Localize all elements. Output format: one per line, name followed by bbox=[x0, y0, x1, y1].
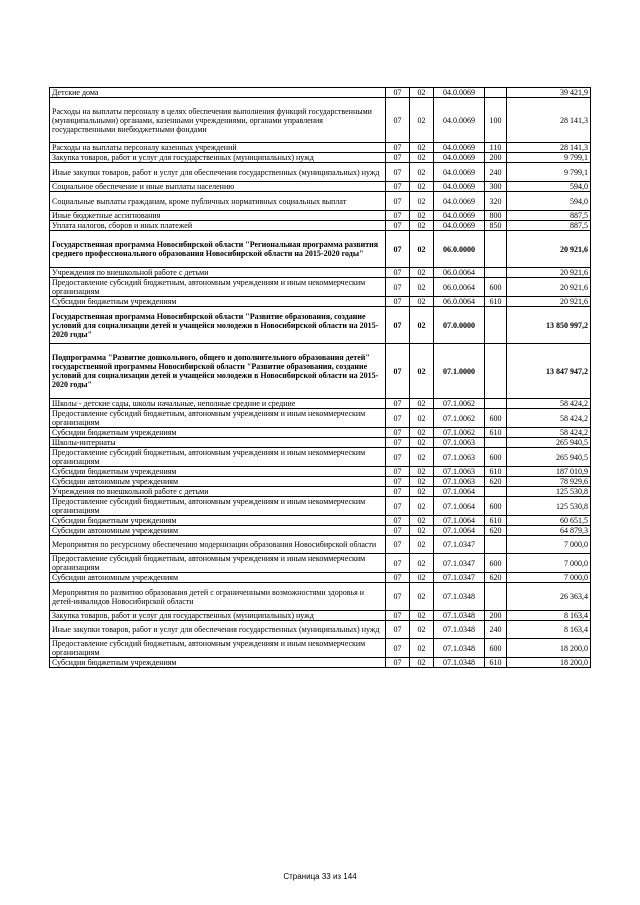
cell-expense-type bbox=[485, 487, 507, 497]
cell-target-article: 04.0.0069 bbox=[434, 88, 485, 98]
cell-amount: 125 530,8 bbox=[507, 487, 591, 497]
cell-section: 07 bbox=[386, 611, 410, 621]
table-row bbox=[50, 621, 591, 639]
cell-subsection: 02 bbox=[410, 221, 434, 231]
cell-target-article: 06.0.0064 bbox=[434, 268, 485, 278]
cell-name: Уплата налогов, сборов и иных платежей bbox=[50, 221, 386, 231]
table-row bbox=[50, 344, 591, 399]
cell-subsection: 02 bbox=[410, 448, 434, 467]
cell-section: 07 bbox=[386, 487, 410, 497]
cell-name: Предоставление субсидий бюджетным, автономным учреждениям и иным некоммерческим организациям bbox=[50, 497, 386, 516]
cell-amount: 13 847 947,2 bbox=[507, 344, 591, 399]
cell-amount: 9 799,1 bbox=[507, 163, 591, 182]
cell-target-article: 06.0.0064 bbox=[434, 278, 485, 297]
cell-section: 07 bbox=[386, 409, 410, 428]
cell-section: 07 bbox=[386, 536, 410, 554]
cell-expense-type: 610 bbox=[485, 297, 507, 307]
cell-target-article: 07.1.0064 bbox=[434, 497, 485, 516]
cell-subsection: 02 bbox=[410, 487, 434, 497]
cell-section: 07 bbox=[386, 583, 410, 611]
cell-subsection: 02 bbox=[410, 516, 434, 526]
cell-target-article: 04.0.0069 bbox=[434, 163, 485, 182]
cell-expense-type: 800 bbox=[485, 211, 507, 221]
cell-section: 07 bbox=[386, 448, 410, 467]
cell-subsection: 02 bbox=[410, 611, 434, 621]
cell-name: Субсидии бюджетным учреждениям bbox=[50, 428, 386, 438]
cell-expense-type bbox=[485, 583, 507, 611]
table-row bbox=[50, 487, 591, 497]
cell-expense-type: 600 bbox=[485, 409, 507, 428]
cell-amount: 78 929,6 bbox=[507, 477, 591, 487]
cell-target-article: 07.1.0064 bbox=[434, 516, 485, 526]
cell-expense-type: 200 bbox=[485, 611, 507, 621]
cell-name: Закупка товаров, работ и услуг для государственных (муниципальных) нужд bbox=[50, 611, 386, 621]
cell-subsection: 02 bbox=[410, 477, 434, 487]
table-row bbox=[50, 409, 591, 428]
cell-expense-type: 610 bbox=[485, 658, 507, 668]
cell-section: 07 bbox=[386, 344, 410, 399]
cell-expense-type: 610 bbox=[485, 467, 507, 477]
cell-subsection: 02 bbox=[410, 583, 434, 611]
cell-subsection: 02 bbox=[410, 497, 434, 516]
cell-section: 07 bbox=[386, 428, 410, 438]
cell-subsection: 02 bbox=[410, 268, 434, 278]
table-row bbox=[50, 297, 591, 307]
cell-name: Детские дома bbox=[50, 88, 386, 98]
cell-name: Мероприятия по развитию образования детей с ограниченными возможностями здоровья и детей-инвалидов Новосибирской области bbox=[50, 583, 386, 611]
cell-amount: 594,0 bbox=[507, 192, 591, 211]
cell-target-article: 07.1.0348 bbox=[434, 639, 485, 658]
cell-name: Подпрограмма "Развитие дошкольного, общего и дополнительного образования детей" государственной программы Новосибирской области "Развитие образования, создание условий для социализации детей и учащейся молодежи в Новосибирской области на 2015-2020 годы" bbox=[50, 344, 386, 399]
cell-subsection: 02 bbox=[410, 428, 434, 438]
cell-amount: 594,0 bbox=[507, 182, 591, 192]
cell-name: Школы-интернаты bbox=[50, 438, 386, 448]
cell-name: Иные закупки товаров, работ и услуг для обеспечения государственных (муниципальных) нужд bbox=[50, 163, 386, 182]
cell-amount: 58 424,2 bbox=[507, 409, 591, 428]
cell-subsection: 02 bbox=[410, 98, 434, 143]
cell-section: 07 bbox=[386, 639, 410, 658]
cell-target-article: 04.0.0069 bbox=[434, 98, 485, 143]
cell-target-article: 04.0.0069 bbox=[434, 143, 485, 153]
cell-subsection: 02 bbox=[410, 211, 434, 221]
cell-target-article: 07.1.0062 bbox=[434, 409, 485, 428]
cell-name: Учреждения по внешкольной работе с детьми bbox=[50, 487, 386, 497]
cell-target-article: 04.0.0069 bbox=[434, 153, 485, 163]
cell-amount: 18 200,0 bbox=[507, 658, 591, 668]
cell-target-article: 07.1.0000 bbox=[434, 344, 485, 399]
budget-table bbox=[49, 87, 591, 668]
cell-expense-type: 600 bbox=[485, 497, 507, 516]
cell-name: Государственная программа Новосибирской области "Развитие образования, создание условий для социализации детей и учащейся молодежи в Новосибирской области на 2015-2020 годы" bbox=[50, 307, 386, 344]
cell-name: Предоставление субсидий бюджетным, автономным учреждениям и иным некоммерческим организациям bbox=[50, 639, 386, 658]
table-row bbox=[50, 611, 591, 621]
page-footer bbox=[0, 872, 640, 881]
cell-name: Мероприятия по ресурсному обеспечению модернизации образования Новосибирской области bbox=[50, 536, 386, 554]
cell-expense-type bbox=[485, 536, 507, 554]
cell-expense-type: 600 bbox=[485, 278, 507, 297]
table-row bbox=[50, 536, 591, 554]
cell-expense-type: 200 bbox=[485, 153, 507, 163]
cell-section: 07 bbox=[386, 399, 410, 409]
cell-expense-type bbox=[485, 88, 507, 98]
cell-amount: 28 141,3 bbox=[507, 98, 591, 143]
cell-amount: 265 940,5 bbox=[507, 448, 591, 467]
cell-name: Расходы на выплаты персоналу в целях обеспечения выполнения функций государственными (муниципальными) органами, казенными учреждениями, органами управления государственными внебюджетными фондами bbox=[50, 98, 386, 143]
cell-target-article: 07.1.0064 bbox=[434, 487, 485, 497]
cell-section: 07 bbox=[386, 98, 410, 143]
cell-target-article: 07.1.0347 bbox=[434, 573, 485, 583]
cell-amount: 39 421,9 bbox=[507, 88, 591, 98]
cell-target-article: 06.0.0000 bbox=[434, 231, 485, 268]
cell-amount: 125 530,8 bbox=[507, 497, 591, 516]
cell-subsection: 02 bbox=[410, 467, 434, 477]
table-row bbox=[50, 163, 591, 182]
cell-subsection: 02 bbox=[410, 344, 434, 399]
cell-section: 07 bbox=[386, 88, 410, 98]
cell-amount: 265 940,5 bbox=[507, 438, 591, 448]
cell-expense-type: 600 bbox=[485, 639, 507, 658]
table-row bbox=[50, 554, 591, 573]
table-row bbox=[50, 526, 591, 536]
cell-name: Социальные выплаты гражданам, кроме публичных нормативных социальных выплат bbox=[50, 192, 386, 211]
cell-amount: 7 000,0 bbox=[507, 536, 591, 554]
cell-amount: 8 163,4 bbox=[507, 621, 591, 639]
table-row bbox=[50, 477, 591, 487]
cell-amount: 7 000,0 bbox=[507, 554, 591, 573]
cell-section: 07 bbox=[386, 621, 410, 639]
cell-section: 07 bbox=[386, 268, 410, 278]
cell-target-article: 04.0.0069 bbox=[434, 192, 485, 211]
cell-amount: 887,5 bbox=[507, 221, 591, 231]
cell-name: Субсидии бюджетным учреждениям bbox=[50, 658, 386, 668]
table-row bbox=[50, 153, 591, 163]
cell-name: Предоставление субсидий бюджетным, автономным учреждениям и иным некоммерческим организациям bbox=[50, 278, 386, 297]
cell-name: Предоставление субсидий бюджетным, автономным учреждениям и иным некоммерческим организациям bbox=[50, 554, 386, 573]
table-row bbox=[50, 278, 591, 297]
cell-section: 07 bbox=[386, 182, 410, 192]
cell-target-article: 07.1.0347 bbox=[434, 536, 485, 554]
cell-amount: 187 010,9 bbox=[507, 467, 591, 477]
cell-name: Субсидии бюджетным учреждениям bbox=[50, 467, 386, 477]
cell-name: Социальное обеспечение и иные выплаты населению bbox=[50, 182, 386, 192]
table-row bbox=[50, 182, 591, 192]
table-row bbox=[50, 221, 591, 231]
cell-section: 07 bbox=[386, 143, 410, 153]
budget-table-body bbox=[50, 88, 591, 668]
cell-section: 07 bbox=[386, 221, 410, 231]
cell-section: 07 bbox=[386, 211, 410, 221]
cell-section: 07 bbox=[386, 307, 410, 344]
cell-subsection: 02 bbox=[410, 399, 434, 409]
cell-amount: 60 651,5 bbox=[507, 516, 591, 526]
table-row bbox=[50, 399, 591, 409]
cell-subsection: 02 bbox=[410, 153, 434, 163]
table-row bbox=[50, 192, 591, 211]
page-number: Страница 33 из 144 bbox=[283, 872, 357, 881]
table-row bbox=[50, 448, 591, 467]
cell-target-article: 06.0.0064 bbox=[434, 297, 485, 307]
table-row bbox=[50, 438, 591, 448]
cell-expense-type: 850 bbox=[485, 221, 507, 231]
cell-amount: 58 424,2 bbox=[507, 428, 591, 438]
cell-amount: 887,5 bbox=[507, 211, 591, 221]
table-row bbox=[50, 516, 591, 526]
cell-target-article: 04.0.0069 bbox=[434, 211, 485, 221]
cell-name: Субсидии автономным учреждениям bbox=[50, 573, 386, 583]
cell-section: 07 bbox=[386, 516, 410, 526]
cell-subsection: 02 bbox=[410, 526, 434, 536]
cell-expense-type bbox=[485, 438, 507, 448]
cell-target-article: 07.1.0062 bbox=[434, 428, 485, 438]
cell-name: Школы - детские сады, школы начальные, неполные средние и средние bbox=[50, 399, 386, 409]
cell-subsection: 02 bbox=[410, 621, 434, 639]
cell-name: Учреждения по внешкольной работе с детьми bbox=[50, 268, 386, 278]
cell-expense-type bbox=[485, 307, 507, 344]
cell-expense-type: 620 bbox=[485, 526, 507, 536]
cell-target-article: 07.1.0348 bbox=[434, 658, 485, 668]
cell-expense-type bbox=[485, 344, 507, 399]
cell-amount: 20 921,6 bbox=[507, 268, 591, 278]
cell-target-article: 07.1.0348 bbox=[434, 583, 485, 611]
cell-amount: 20 921,6 bbox=[507, 231, 591, 268]
cell-subsection: 02 bbox=[410, 536, 434, 554]
cell-expense-type: 110 bbox=[485, 143, 507, 153]
cell-section: 07 bbox=[386, 153, 410, 163]
table-row bbox=[50, 497, 591, 516]
cell-section: 07 bbox=[386, 658, 410, 668]
table-row bbox=[50, 658, 591, 668]
cell-section: 07 bbox=[386, 554, 410, 573]
cell-expense-type: 620 bbox=[485, 573, 507, 583]
cell-target-article: 07.1.0063 bbox=[434, 448, 485, 467]
cell-amount: 58 424,2 bbox=[507, 399, 591, 409]
cell-section: 07 bbox=[386, 163, 410, 182]
cell-expense-type: 600 bbox=[485, 554, 507, 573]
cell-amount: 13 850 997,2 bbox=[507, 307, 591, 344]
cell-subsection: 02 bbox=[410, 182, 434, 192]
cell-subsection: 02 bbox=[410, 409, 434, 428]
cell-subsection: 02 bbox=[410, 573, 434, 583]
cell-name: Субсидии автономным учреждениям bbox=[50, 526, 386, 536]
cell-target-article: 04.0.0069 bbox=[434, 221, 485, 231]
cell-name: Иные бюджетные ассигнования bbox=[50, 211, 386, 221]
cell-expense-type: 300 bbox=[485, 182, 507, 192]
cell-target-article: 07.1.0062 bbox=[434, 399, 485, 409]
cell-name: Закупка товаров, работ и услуг для государственных (муниципальных) нужд bbox=[50, 153, 386, 163]
cell-section: 07 bbox=[386, 438, 410, 448]
cell-subsection: 02 bbox=[410, 278, 434, 297]
cell-subsection: 02 bbox=[410, 438, 434, 448]
cell-subsection: 02 bbox=[410, 297, 434, 307]
cell-amount: 7 000,0 bbox=[507, 573, 591, 583]
cell-amount: 20 921,6 bbox=[507, 278, 591, 297]
cell-expense-type: 320 bbox=[485, 192, 507, 211]
cell-name: Предоставление субсидий бюджетным, автономным учреждениям и иным некоммерческим организациям bbox=[50, 448, 386, 467]
cell-subsection: 02 bbox=[410, 143, 434, 153]
cell-section: 07 bbox=[386, 231, 410, 268]
table-row bbox=[50, 467, 591, 477]
cell-subsection: 02 bbox=[410, 231, 434, 268]
cell-target-article: 07.1.0064 bbox=[434, 526, 485, 536]
cell-expense-type: 620 bbox=[485, 477, 507, 487]
table-row bbox=[50, 98, 591, 143]
cell-subsection: 02 bbox=[410, 639, 434, 658]
cell-amount: 8 163,4 bbox=[507, 611, 591, 621]
cell-amount: 28 141,3 bbox=[507, 143, 591, 153]
cell-name: Предоставление субсидий бюджетным, автономным учреждениям и иным некоммерческим организациям bbox=[50, 409, 386, 428]
cell-name: Государственная программа Новосибирской области "Региональная программа развития среднего профессионального образования Новосибирской области на 2015-2020 годы" bbox=[50, 231, 386, 268]
cell-name: Расходы на выплаты персоналу казенных учреждений bbox=[50, 143, 386, 153]
cell-target-article: 07.0.0000 bbox=[434, 307, 485, 344]
cell-expense-type: 610 bbox=[485, 516, 507, 526]
cell-section: 07 bbox=[386, 297, 410, 307]
cell-target-article: 07.1.0063 bbox=[434, 477, 485, 487]
cell-amount: 9 799,1 bbox=[507, 153, 591, 163]
cell-name: Субсидии автономным учреждениям bbox=[50, 477, 386, 487]
cell-section: 07 bbox=[386, 467, 410, 477]
cell-section: 07 bbox=[386, 192, 410, 211]
cell-name: Субсидии бюджетным учреждениям bbox=[50, 516, 386, 526]
table-row bbox=[50, 307, 591, 344]
table-row bbox=[50, 428, 591, 438]
cell-section: 07 bbox=[386, 526, 410, 536]
cell-subsection: 02 bbox=[410, 554, 434, 573]
table-row bbox=[50, 231, 591, 268]
cell-subsection: 02 bbox=[410, 163, 434, 182]
cell-amount: 18 200,0 bbox=[507, 639, 591, 658]
cell-amount: 64 879,3 bbox=[507, 526, 591, 536]
cell-subsection: 02 bbox=[410, 88, 434, 98]
table-row bbox=[50, 583, 591, 611]
cell-target-article: 04.0.0069 bbox=[434, 182, 485, 192]
cell-section: 07 bbox=[386, 278, 410, 297]
cell-target-article: 07.1.0348 bbox=[434, 611, 485, 621]
cell-subsection: 02 bbox=[410, 192, 434, 211]
cell-amount: 26 363,4 bbox=[507, 583, 591, 611]
table-row bbox=[50, 211, 591, 221]
table-row bbox=[50, 268, 591, 278]
cell-expense-type: 240 bbox=[485, 621, 507, 639]
cell-subsection: 02 bbox=[410, 658, 434, 668]
cell-section: 07 bbox=[386, 477, 410, 487]
cell-target-article: 07.1.0063 bbox=[434, 467, 485, 477]
cell-section: 07 bbox=[386, 573, 410, 583]
table-row bbox=[50, 639, 591, 658]
cell-expense-type: 600 bbox=[485, 448, 507, 467]
cell-expense-type: 100 bbox=[485, 98, 507, 143]
cell-expense-type: 240 bbox=[485, 163, 507, 182]
cell-section: 07 bbox=[386, 497, 410, 516]
cell-subsection: 02 bbox=[410, 307, 434, 344]
cell-expense-type bbox=[485, 231, 507, 268]
cell-expense-type bbox=[485, 399, 507, 409]
cell-target-article: 07.1.0347 bbox=[434, 554, 485, 573]
cell-expense-type bbox=[485, 268, 507, 278]
table-row bbox=[50, 88, 591, 98]
cell-amount: 20 921,6 bbox=[507, 297, 591, 307]
cell-name: Субсидии бюджетным учреждениям bbox=[50, 297, 386, 307]
cell-target-article: 07.1.0063 bbox=[434, 438, 485, 448]
table-row bbox=[50, 143, 591, 153]
cell-name: Иные закупки товаров, работ и услуг для обеспечения государственных (муниципальных) нужд bbox=[50, 621, 386, 639]
table-row bbox=[50, 573, 591, 583]
cell-expense-type: 610 bbox=[485, 428, 507, 438]
cell-target-article: 07.1.0348 bbox=[434, 621, 485, 639]
